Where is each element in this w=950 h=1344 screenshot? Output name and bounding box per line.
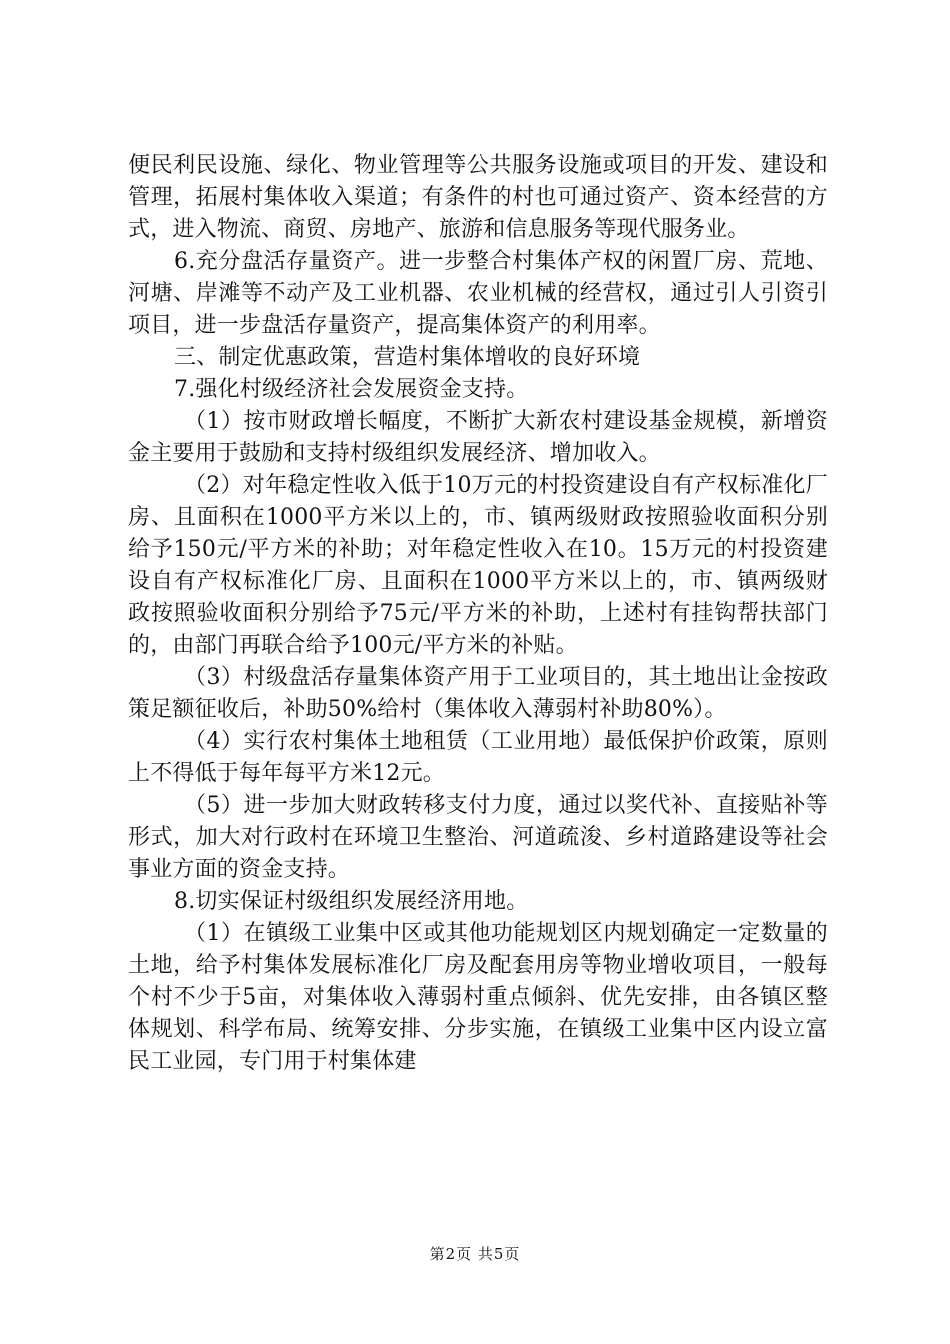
paragraph-item-7-4: （4）实行农村集体土地租赁（工业用地）最低保护价政策，原则上不得低于每年每平方米12元。 <box>128 729 828 786</box>
document-body <box>128 150 828 1078</box>
paragraph-item-7: 7.强化村级经济社会发展资金支持。 <box>174 377 529 402</box>
paragraph-item-6: 6.充分盘活存量资产。进一步整合村集体产权的闲置厂房、荒地、河塘、岸滩等不动产及工业机器、农业机械的经营权，通过引人引资引项目，进一步盘活存量资产，提高集体资产的利用率。 <box>128 249 828 338</box>
section-heading-3: 三、制定优惠政策，营造村集体增收的良好环境 <box>174 345 641 370</box>
paragraph-item-7-1: （1）按市财政增长幅度，不断扩大新农村建设基金规模，新增资金主要用于鼓励和支持村级组织发展经济、增加收入。 <box>128 409 828 466</box>
paragraph-item-7-3: （3）村级盘活存量集体资产用于工业项目的，其土地出让金按政策足额征收后，补助50%给村（集体收入薄弱村补助80%）。 <box>128 665 828 722</box>
paragraph-item-7-2: （2）对年稳定性收入低于10万元的村投资建设自有产权标准化厂房、且面积在1000平方米以上的，市、镇两级财政按照验收面积分别给予150元/平方米的补助；对年稳定性收入在10。15万元的村投资建设自有产权标准化厂房、且面积在1000平方米以上的，市、镇两级财政按照验收面积分别给予75元/平方米的补助，上述村有挂钩帮扶部门的，由部门再联合给予100元/平方米的补贴。 <box>128 473 828 658</box>
page-number-footer: 第2页 共5页 <box>429 1245 521 1263</box>
paragraph-item-8-1: （1）在镇级工业集中区或其他功能规划区内规划确定一定数量的土地，给予村集体发展标准化厂房及配套用房等物业增收项目，一般每个村不少于5亩，对集体收入薄弱村重点倾斜、优先安排，由各镇区整体规划、科学布局、统筹安排、分步实施，在镇级工业集中区内设立富民工业园，专门用于村集体建 <box>128 921 828 1074</box>
paragraph-services-continuation: 便民利民设施、绿化、物业管理等公共服务设施或项目的开发、建设和管理，拓展村集体收入渠道；有条件的村也可通过资产、资本经营的方式，进入物流、商贸、房地产、旅游和信息服务等现代服务业。 <box>128 153 828 242</box>
paragraph-item-7-5: （5）进一步加大财政转移支付力度，通过以奖代补、直接贴补等形式，加大对行政村在环境卫生整治、河道疏浚、乡村道路建设等社会事业方面的资金支持。 <box>128 793 828 882</box>
paragraph-item-8: 8.切实保证村级组织发展经济用地。 <box>174 889 529 914</box>
